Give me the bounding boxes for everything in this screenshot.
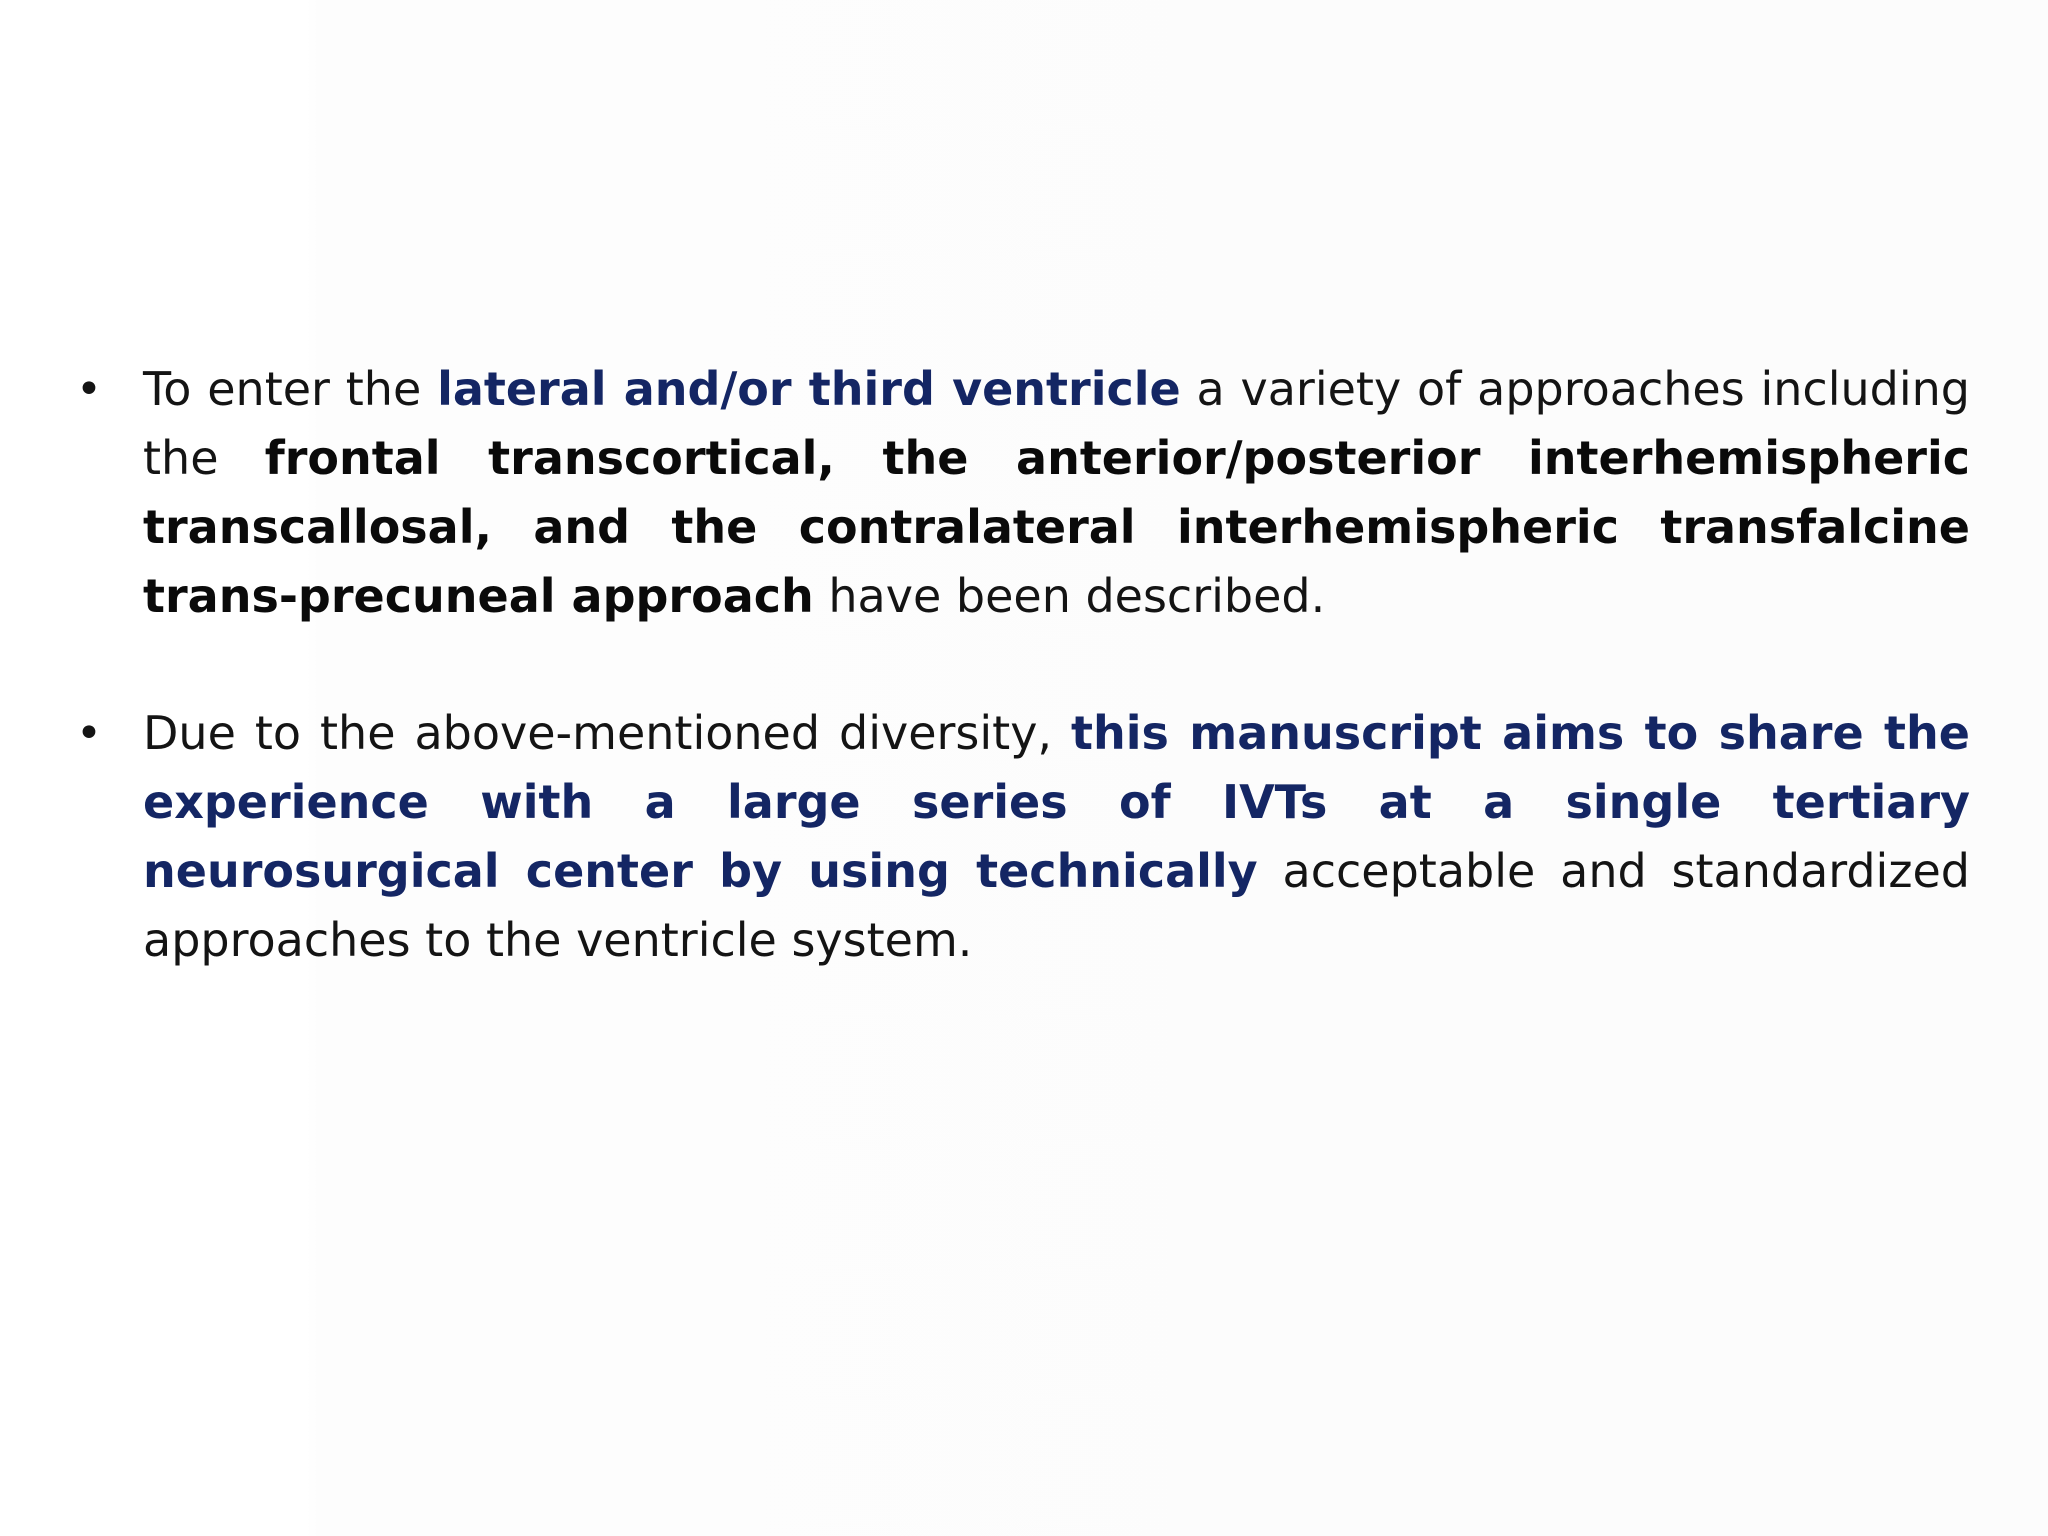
text-run: To enter the xyxy=(143,362,438,416)
bullet-icon: • xyxy=(76,364,102,415)
highlight-lateral-third-ventricle: lateral and/or third ventricle xyxy=(437,362,1181,416)
text-run: Due to the above-mentioned diversity, xyxy=(143,706,1072,760)
bullet-item-approaches xyxy=(70,355,1970,631)
highlight-approach-list: frontal transcortical, the anterior/posterior interhemispheric transcallosal, and the contralateral interhemispheric transfalcine trans-precuneal approach xyxy=(143,431,1970,623)
slide-content xyxy=(70,355,1970,1043)
bullet-icon: • xyxy=(76,708,102,759)
bullet-list xyxy=(70,355,1970,975)
bullet-item-manuscript-aim xyxy=(70,699,1970,975)
text-run: a variety of approaches including the xyxy=(143,362,1970,485)
highlight-manuscript-aim: this manuscript aims to share the experience with a large series of IVTs at a single tertiary neurosurgical center by using technically xyxy=(143,706,1970,898)
text-run: have been described. xyxy=(813,569,1326,623)
text-run: acceptable and standardized approaches to the ventricle system. xyxy=(143,844,1970,967)
